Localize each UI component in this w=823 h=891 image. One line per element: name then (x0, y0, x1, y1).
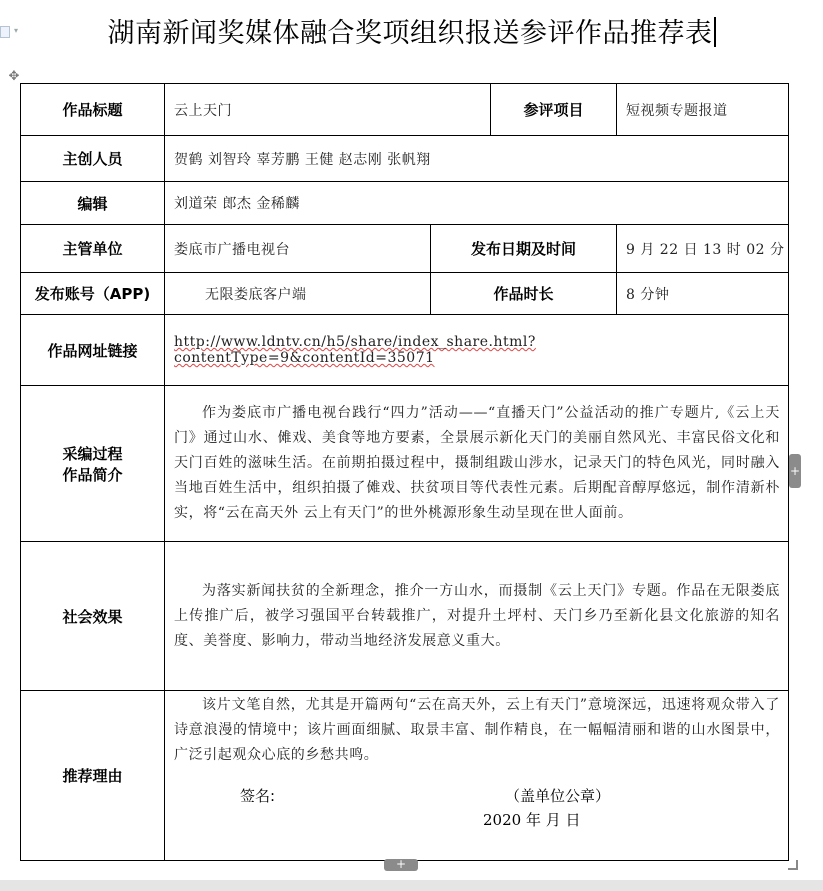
organization-label: 主管单位 (21, 225, 165, 273)
date-line (165, 809, 788, 833)
creators-value[interactable]: 贺鹤 刘智玲 辜芳鹏 王健 赵志刚 张帆翔 (165, 136, 789, 182)
text-cursor (714, 17, 716, 47)
editors-label: 编辑 (21, 182, 165, 225)
table-move-handle-icon[interactable]: ✥ (8, 69, 20, 84)
duration-label: 作品时长 (431, 273, 617, 315)
table-row (21, 386, 789, 542)
chevron-down-icon[interactable]: ▾ (14, 26, 19, 35)
signature-date[interactable]: 2020 年 月 日 (483, 811, 581, 829)
summary-text[interactable]: 作为娄底市广播电视台践行“四力”活动——“直播天门”公益活动的推广专题片,《云上天门》通过山水、傩戏、美食等地方要素，全景展示新化天门的美丽自然风光、丰富民俗文化和天门百姓的滋味生活。在前期拍摄过程中，摄制组跋山涉水，记录天门的特色风光，同时融入当地百姓生活中，组织拍摄了傩戏、扶贫项目等代表性元素。后期配音醇厚悠远，制作清新朴实，将“云在高天外 云上有天门”的世外桃源形象生动呈现在世人面前。 (174, 405, 780, 521)
summary-label (21, 386, 165, 542)
social-effect-label: 社会效果 (21, 542, 165, 691)
url-cell (165, 315, 789, 386)
seal-label: （盖单位公章） (505, 787, 611, 805)
summary-label-line1: 采编过程 (62, 444, 123, 463)
recommendation-text[interactable]: 该片文笔自然，尤其是开篇两句“云在高天外，云上有天门”意境深远，迅速将观众带入了诗意浪漫的情境中；该片画面细腻、取景丰富、制作精良，在一幅幅清丽和谐的山水图景中，广泛引起观众心底的乡愁共鸣。 (174, 697, 780, 763)
add-column-icon[interactable]: + (789, 454, 801, 488)
social-effect-cell (165, 542, 789, 691)
table-row (21, 84, 789, 136)
publish-time-label: 发布日期及时间 (431, 225, 617, 273)
work-title-label: 作品标题 (21, 84, 165, 136)
creators-label: 主创人员 (21, 136, 165, 182)
url-label: 作品网址链接 (21, 315, 165, 386)
table-row (21, 182, 789, 225)
table-row (21, 225, 789, 273)
category-value[interactable]: 短视频专题报道 (617, 84, 789, 136)
page-title: 湖南新闻奖媒体融合奖项组织报送参评作品推荐表 (0, 14, 823, 54)
table-row (21, 542, 789, 691)
summary-label-line2: 作品简介 (62, 465, 123, 484)
organization-value[interactable]: 娄底市广播电视台 (165, 225, 431, 273)
editors-value[interactable]: 刘道荣 郎杰 金稀麟 (165, 182, 789, 225)
table-row (21, 691, 789, 861)
account-value[interactable]: 无限娄底客户端 (165, 273, 431, 315)
social-effect-text[interactable]: 为落实新闻扶贫的全新理念，推介一方山水，而摄制《云上天门》专题。作品在无限娄底上传推广后，被学习强国平台转载推广，对提升土坪村、天门乡乃至新化县文化旅游的知名度、美誉度、影响力，带动当地经济发展意义重大。 (174, 582, 780, 649)
work-url-link[interactable]: http://www.ldntv.cn/h5/share/index_share.html?contentType=9&contentId=35071 (174, 334, 536, 366)
horizontal-scrollbar[interactable] (0, 880, 823, 891)
recommendation-label: 推荐理由 (21, 691, 165, 861)
publish-time-value[interactable]: 9 月 22 日 13 时 02 分 (617, 225, 789, 273)
summary-cell (165, 386, 789, 542)
signature-line (165, 785, 788, 809)
signature-label: 签名: (240, 787, 276, 805)
table-resize-icon[interactable] (788, 860, 798, 870)
table-row (21, 273, 789, 315)
duration-value[interactable]: 8 分钟 (617, 273, 789, 315)
add-row-icon[interactable]: + (384, 859, 418, 871)
table-row (21, 136, 789, 182)
work-title-value[interactable]: 云上天门 (165, 84, 491, 136)
recommendation-cell (165, 691, 789, 861)
recommendation-table (20, 83, 789, 861)
table-row (21, 315, 789, 386)
category-label: 参评项目 (491, 84, 617, 136)
account-label: 发布账号（APP) (21, 273, 165, 315)
